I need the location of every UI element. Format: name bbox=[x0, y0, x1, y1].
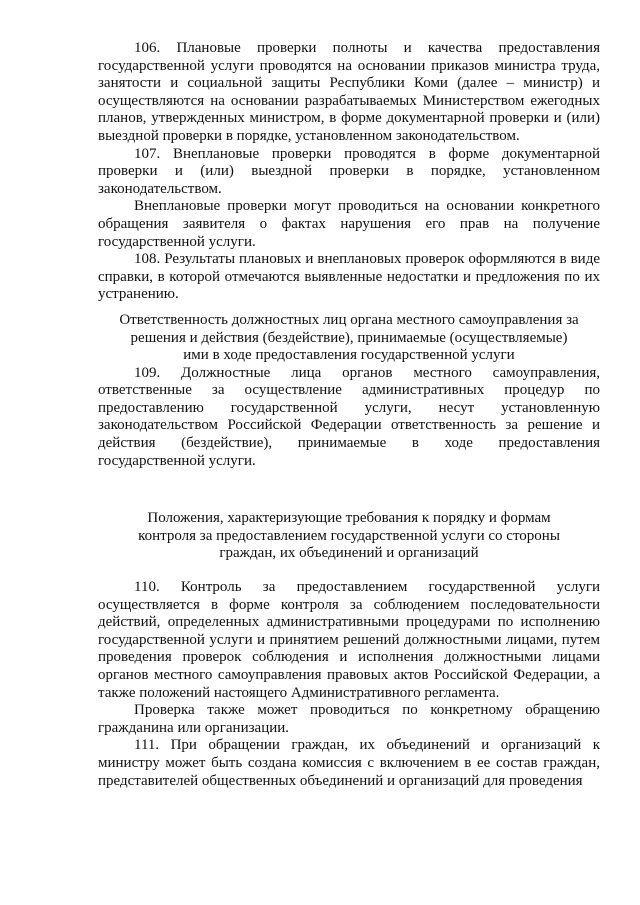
spacer bbox=[98, 470, 600, 510]
paragraph-107-continued: Внеплановые проверки могут проводиться на основании конкретного обращения заявителя о фактах нарушения его прав на получение государственной услуги. bbox=[98, 198, 600, 250]
section-heading-responsibility: Ответственность должностных лиц органа местного самоуправления за решения и действия (бездействие), принимаемые (осуществляемые) ими в ходе предоставления государственной услуги bbox=[119, 311, 579, 364]
spacer bbox=[98, 563, 600, 579]
paragraph-106: 106. Плановые проверки полноты и качества предоставления государственной услуги проводятся на основании приказов министра труда, занятости и социальной защиты Республики Коми (далее – министр) и осуществляются на основании разрабатываемых Министерством ежегодных планов, утвержденных министром, в форме документарной проверки и (или) выездной проверки в порядке, установленном законодательством. bbox=[98, 40, 600, 144]
section-heading-control: Положения, характеризующие требования к порядку и формам контроля за предоставлением государственной услуги со стороны граждан, их объединений и организаций bbox=[138, 510, 560, 562]
paragraph-111: 111. При обращении граждан, их объединений и организаций к министру может быть создана комиссия с включением в ее состав граждан, представителей общественных объединений и организаций для проведения bbox=[98, 737, 600, 789]
paragraph-110: 110. Контроль за предоставлением государственной услуги осуществляется в форме контроля за соблюдением последовательности действий, определенных административными процедурами по исполнению государственной услуги и принятием решений должностными лицами, путем проведения проверок соблюдения и исполнения должностными лицами органов местного самоуправления правовых актов Российской Федерации, а также положений настоящего Административного регламента. bbox=[98, 579, 600, 701]
paragraph-107: 107. Внеплановые проверки проводятся в форме документарной проверки и (или) выездной проверки в порядке, установленном законодательством. bbox=[98, 145, 600, 197]
spacer bbox=[98, 304, 600, 312]
paragraph-108: 108. Результаты плановых и внеплановых проверок оформляются в виде справки, в которой отмечаются выявленные недостатки и предложения по их устранению. bbox=[98, 251, 600, 303]
paragraph-109: 109. Должностные лица органов местного самоуправления, ответственные за осуществление административных процедур по предоставлению государственной услуги, несут установленную законодательством Российской Федерации ответственность за решение и действия (бездействие), принимаемые в ходе предоставления государственной услуги. bbox=[98, 364, 600, 469]
paragraph-110-continued: Проверка также может проводиться по конкретному обращению гражданина или организации. bbox=[98, 702, 600, 736]
